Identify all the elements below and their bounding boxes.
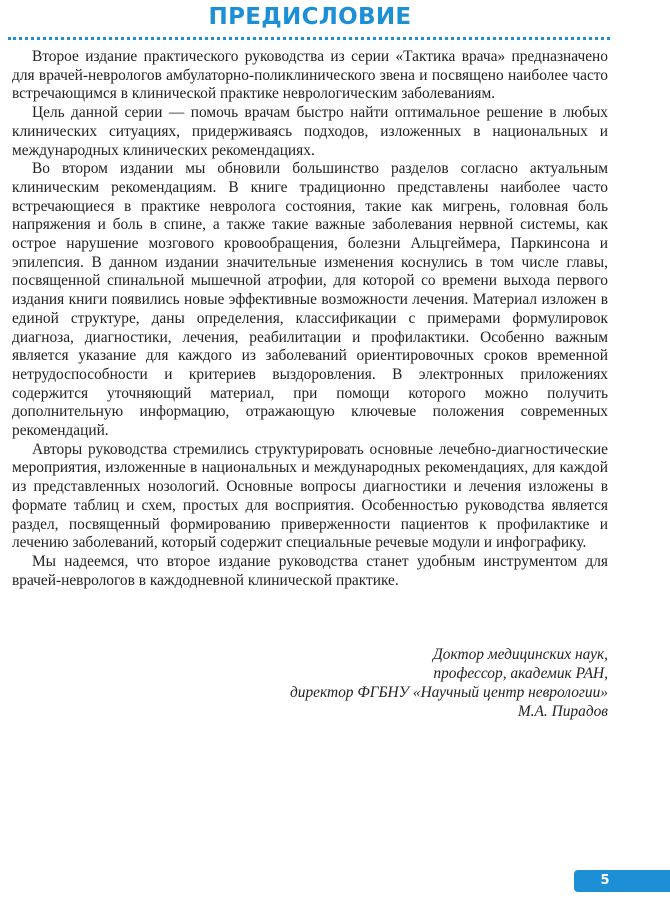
signature-block: [12, 645, 608, 721]
page-number-tab: [574, 870, 670, 892]
signature-position: директор ФГБНУ «Научный центр неврологии»: [289, 684, 608, 701]
preface-body: [12, 48, 608, 590]
page-number: 5: [600, 873, 610, 888]
signature-degree: Доктор медицинских наук,: [432, 646, 608, 663]
signature-name: М.А. Пирадов: [517, 703, 608, 720]
paragraph: Во втором издании мы обновили большинство разделов согласно актуальным клиническим рекомендациям. В книге традиционно представлены наиболее часто встречающиеся в практике невролога состояния, такие как мигрень, головная боль напряжения и боль в спине, а также такие важные заболевания нервной системы, как острое нарушение мозгового кровообращения, болезни Альцгеймера, Паркинсона и эпилепсия. В данном издании значительные изменения коснулись в том числе главы, посвященной спинальной мышечной атрофии, для которой со времени выхода первого издания книги появились новые эффективные возможности лечения. Материал изложен в единой структуре, даны определения, классификации с примерами формулировок диагноза, диагностики, лечения, реабилитации и профилактики. Особенно важным является указание для каждого из заболеваний ориентировочных сроков временной нетрудоспособности и критериев выздоровления. В электронных приложениях содержится уточняющий материал, при помощи которого можно получить дополнительную информацию, отражающую ключевые положения современных рекомендаций.: [12, 160, 608, 440]
signature-rank: профессор, академик РАН,: [433, 665, 608, 682]
page-title: ПРЕДИСЛОВИЕ: [208, 4, 412, 30]
paragraph: Цель данной серии — помочь врачам быстро найти оптимальное решение в любых клинических ситуациях, придерживаясь подходов, изложенных в национальных и международных клинических рекомендациях.: [12, 104, 608, 159]
paragraph: Второе издание практического руководства из серии «Тактика врача» предназначено для врачей-неврологов амбулаторно-поликлинического звена и посвящено наиболее часто встречающимся в клинической практике неврологическим заболеваниям.: [12, 48, 608, 103]
paragraph: Авторы руководства стремились структурировать основные лечебно-диагностические мероприятия, изложенные в национальных и международных рекомендациях, для каждой из представленных нозологий. Основные вопросы диагностики и лечения изложены в формате таблиц и схем, простых для восприятия. Особенностью руководства является раздел, посвященный формированию приверженности пациентов к профилактике и лечению заболеваний, который содержит специальные речевые модули и инфографику.: [12, 440, 608, 552]
title-divider: [8, 37, 610, 40]
paragraph: Мы надеемся, что второе издание руководства станет удобным инструментом для врачей-неврологов в каждодневной клинической практике.: [12, 552, 608, 589]
